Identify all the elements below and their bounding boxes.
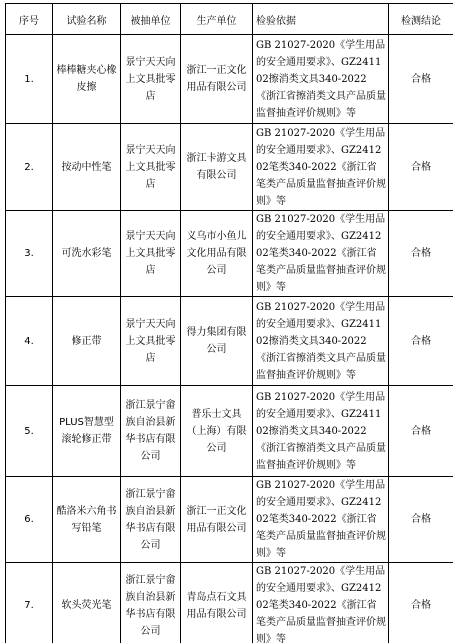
test-name: 按动中性笔 bbox=[53, 124, 121, 211]
test-name: 可洗水彩笔 bbox=[53, 211, 121, 297]
test-name: 软头荧光笔 bbox=[53, 563, 121, 643]
inspection-basis: GB 21027-2020《学生用品的安全通用要求》、GZ241202笔类340-2022《浙江省笔类产品质量监督抽查评价规则》等 bbox=[253, 211, 389, 297]
header-conclusion: 检测结论 bbox=[389, 4, 454, 35]
row-number: 4. bbox=[6, 297, 53, 386]
test-name: 酷洛米六角书写铅笔 bbox=[53, 477, 121, 563]
manufacturer: 浙江一正文化用品有限公司 bbox=[181, 35, 253, 124]
header-inspection-basis: 检验依据 bbox=[253, 4, 389, 35]
inspection-basis: GB 21027-2020《学生用品的安全通用要求》、GZ241102擦消类文具340-2022《浙江省擦消类文具产品质量监督抽查评价规则》等 bbox=[253, 386, 389, 477]
conclusion: 合格 bbox=[389, 211, 454, 297]
row-number: 3. bbox=[6, 211, 53, 297]
table-row bbox=[6, 477, 454, 563]
test-name: PLUS智慧型滚轮修正带 bbox=[53, 386, 121, 477]
table-row bbox=[6, 211, 454, 297]
inspection-basis: GB 21027-2020《学生用品的安全通用要求》、GZ241202笔类340-2022《浙江省笔类产品质量监督抽查评价规则》等 bbox=[253, 563, 389, 643]
table-row bbox=[6, 35, 454, 124]
inspection-basis: GB 21027-2020《学生用品的安全通用要求》、GZ241102擦消类文具340-2022《浙江省擦消类文具产品质量监督抽查评价规则》等 bbox=[253, 297, 389, 386]
document-page bbox=[5, 3, 453, 643]
conclusion: 合格 bbox=[389, 35, 454, 124]
table-row bbox=[6, 563, 454, 643]
table-row bbox=[6, 386, 454, 477]
conclusion: 合格 bbox=[389, 563, 454, 643]
sampled-unit: 景宁天天向上文具批零店 bbox=[121, 35, 181, 124]
row-number: 2. bbox=[6, 124, 53, 211]
row-number: 6. bbox=[6, 477, 53, 563]
sampled-unit: 浙江景宁畲族自治县新华书店有限公司 bbox=[121, 386, 181, 477]
header-sampled-unit: 被抽单位 bbox=[121, 4, 181, 35]
manufacturer: 普乐士文具（上海）有限公司 bbox=[181, 386, 253, 477]
manufacturer: 浙江卡游文具有限公司 bbox=[181, 124, 253, 211]
header-test-name: 试验名称 bbox=[53, 4, 121, 35]
inspection-results-table bbox=[5, 3, 453, 643]
header-serial-number: 序号 bbox=[6, 4, 53, 35]
test-name: 棒棒糖夹心橡皮擦 bbox=[53, 35, 121, 124]
sampled-unit: 浙江景宁畲族自治县新华书店有限公司 bbox=[121, 563, 181, 643]
manufacturer: 浙江一正文化用品有限公司 bbox=[181, 477, 253, 563]
row-number: 1. bbox=[6, 35, 53, 124]
sampled-unit: 景宁天天向上文具批零店 bbox=[121, 297, 181, 386]
table-row bbox=[6, 297, 454, 386]
manufacturer: 义乌市小鱼儿文化用品有限公司 bbox=[181, 211, 253, 297]
table-header-row bbox=[6, 4, 454, 35]
conclusion: 合格 bbox=[389, 297, 454, 386]
conclusion: 合格 bbox=[389, 124, 454, 211]
manufacturer: 得力集团有限公司 bbox=[181, 297, 253, 386]
inspection-basis: GB 21027-2020《学生用品的安全通用要求》、GZ241102擦消类文具340-2022《浙江省擦消类文具产品质量监督抽查评价规则》等 bbox=[253, 35, 389, 124]
row-number: 5. bbox=[6, 386, 53, 477]
conclusion: 合格 bbox=[389, 477, 454, 563]
inspection-basis: GB 21027-2020《学生用品的安全通用要求》、GZ241202笔类340-2022《浙江省笔类产品质量监督抽查评价规则》等 bbox=[253, 477, 389, 563]
sampled-unit: 景宁天天向上文具批零店 bbox=[121, 124, 181, 211]
row-number: 7. bbox=[6, 563, 53, 643]
header-manufacturer: 生产单位 bbox=[181, 4, 253, 35]
test-name: 修正带 bbox=[53, 297, 121, 386]
sampled-unit: 浙江景宁畲族自治县新华书店有限公司 bbox=[121, 477, 181, 563]
inspection-basis: GB 21027-2020《学生用品的安全通用要求》、GZ241202笔类340-2022《浙江省笔类产品质量监督抽查评价规则》等 bbox=[253, 124, 389, 211]
sampled-unit: 景宁天天向上文具批零店 bbox=[121, 211, 181, 297]
table-row bbox=[6, 124, 454, 211]
manufacturer: 青岛点石文具用品有限公司 bbox=[181, 563, 253, 643]
conclusion: 合格 bbox=[389, 386, 454, 477]
